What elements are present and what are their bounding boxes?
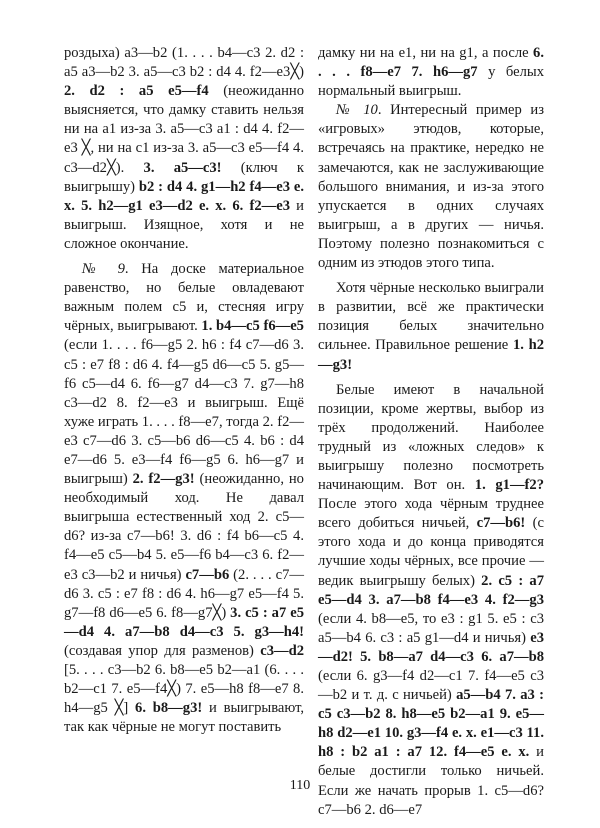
text-run: ) bbox=[221, 604, 231, 621]
left-column bbox=[64, 44, 304, 737]
text-run: (если 6. g3—f4 d2—c1 7. f4—e5 c3—b2 и т. д. с ничьей) bbox=[318, 668, 544, 704]
paragraph bbox=[318, 101, 544, 273]
paragraph bbox=[318, 279, 544, 374]
text-run: , ни на c1 из-за 3. a5—c3 e5—f4 4. c3—d2 bbox=[64, 140, 304, 176]
page-number: 110 bbox=[289, 778, 311, 793]
text-run: ╳ bbox=[167, 681, 177, 698]
right-column bbox=[318, 44, 544, 820]
text-run: (создавая упор для разменов) bbox=[64, 642, 261, 659]
move-notation: 3. c5 : a7 e5—d4 4. a7—b8 d4—c3 5. g3—h4! bbox=[64, 604, 304, 640]
text-run: ╳ bbox=[290, 64, 300, 81]
move-notation: 6. b8—g3! bbox=[135, 700, 203, 717]
text-run: (если 1. . . . f6—g5 2. h6 : f4 c7—d6 3. c5 : e7 f8 : d6 4. f4—g5 d6—c5 5. g5—f6 c5—d4 6. f6—g7 d4—c3 7. g7—h8 c3—d2 8. f2—e3 и выигрыш. Ещё хуже играть 1. . . . f8—e7, тогда 2. f2—e3 c7—d6 3. c5—b6 d6—c5 4. b6 : d4 e7—d6 5. e3—f4 f6—g5 6. h6—g7 и выигрыш) bbox=[64, 337, 304, 488]
paragraph bbox=[64, 44, 304, 254]
text-run: ╳ bbox=[81, 140, 91, 157]
text-run: (с этого хода и до конца приводятся лучшие ходы чёрных, все прочие — ведик выигрышу белых) bbox=[318, 515, 544, 589]
text-run: ). bbox=[115, 159, 144, 176]
text-run: ] bbox=[123, 700, 136, 717]
text-run: (2. . . . c7—d6 3. c5 : e7 f8 : d6 4. h6—g7 e5—f4 5. g7—f8 d6—e5 6. f8—g7 bbox=[64, 566, 304, 621]
move-notation: c3—d2 bbox=[260, 642, 304, 659]
text-run: (неожиданно выясняется, что дамку ставить нельзя ни на a1 из-за 3. a5—c3 a1 : d4 4. f2—e3 bbox=[64, 83, 304, 157]
text-run: Хотя чёрные несколько выиграли в развитии, всё же практически позиция белых значительно сильнее. Правильное решение bbox=[318, 280, 544, 354]
text-run: у белых нормальный выигрыш. bbox=[318, 64, 544, 100]
study-number: № 9 bbox=[82, 261, 125, 278]
paragraph bbox=[318, 44, 544, 101]
text-run: (неожиданно, но необходимый ход. Не давал выигрыша естественный ход 2. c5—d6? из-за c7—b6! 3. d6 : f4 b6—c5 4. f4—e5 c5—b4 5. e5—f6 b4—c3 6. f2—e3 c3—b2 и ничья) bbox=[64, 471, 304, 583]
text-run: ) bbox=[299, 64, 304, 81]
text-run: (ключ к выигрышу) bbox=[64, 159, 304, 195]
text-run: ) 7. e5—h8 f8—e7 8. h4—g5 bbox=[64, 681, 304, 717]
move-notation: 3. a5—c3! bbox=[143, 159, 222, 176]
move-notation: 1. h2—g3! bbox=[318, 337, 544, 373]
text-run: . На доске материальное равенство, но белые овладевают важным полем c5 и, стесняя игру чёрных, выигрывают. bbox=[64, 261, 304, 335]
text-run: ╳ bbox=[212, 604, 222, 621]
text-run: и выигрывают, так как чёрные не могут поставить bbox=[64, 700, 305, 736]
text-run: ╳ bbox=[106, 159, 116, 176]
paragraph bbox=[318, 381, 544, 820]
text-run: ╳ bbox=[114, 700, 124, 717]
text-run: Белые имеют в начальной позиции, кроме жертвы, выбор из трёх продолжений. Наиболее трудный из «ложных следов» к выигрышу полезно посмотреть начинающим. Вот он. bbox=[318, 381, 544, 494]
move-notation: 1. g1—f2? bbox=[474, 477, 544, 494]
move-notation: a5—b4 7. a3 : c5 c3—b2 8. h8—e5 b2—a1 9. e5—h8 d2—e1 10. g3—f4 e. x. e1—c3 11. h8 : b2 a1 : a7 12. f4—e5 e. x. bbox=[318, 687, 544, 761]
move-notation: 6. . . . f8—e7 7. h6—g7 bbox=[318, 45, 544, 81]
move-notation: e3—d2! 5. b8—a7 d4—c3 6. a7—b8 bbox=[318, 629, 544, 665]
move-notation: 2. c5 : a7 e5—d4 3. a7—b8 f4—e3 4. f2—g3 bbox=[318, 572, 544, 608]
text-run: . Интересный пример из «игровых» этюдов, которые, встречаясь на практике, нередко не замечаются, как не заслуживающие большого внимания, и из-за этого упускается в одних случаях выигрыш, а в других — ничья. Поэтому полезно познакомиться с одним из этюдов этого типа. bbox=[318, 102, 544, 272]
study-number: № 10 bbox=[336, 102, 378, 119]
move-notation: 1. b4—c5 f6—e5 bbox=[201, 318, 304, 335]
text-run: и выигрыш. Изящное, хотя и не сложное окончание. bbox=[64, 197, 304, 252]
text-run: После этого хода чёрным труднее всего добиться ничьей, bbox=[318, 496, 544, 532]
move-notation: 2. f2—g3! bbox=[132, 471, 195, 488]
move-notation: c7—b6 bbox=[185, 566, 230, 583]
paragraph bbox=[64, 260, 304, 737]
move-notation: b2 : d4 4. g1—h2 f4—e3 e. x. 5. h2—g1 e3—d2 e. x. 6. f2—e3 bbox=[64, 178, 305, 214]
text-run: дамку ни на e1, ни на g1, а после bbox=[318, 45, 534, 61]
text-run: роздыха) a3—b2 (1. . . . b4—c3 2. d2 : a5 a3—b2 3. a5—c3 b2 : d4 4. f2—e3 bbox=[64, 45, 304, 81]
text-run: и белые достигли только ничьей. Если же начать прорыв 1. c5—d6? c7—b6 2. d6—e7 bbox=[318, 744, 544, 818]
text-run: (если 4. b8—e5, то e3 : g1 5. e5 : c3 a5—b4 6. c3 : a5 g1—d4 и ничья) bbox=[318, 610, 544, 646]
text-run: [5. . . . c3—b2 6. b8—e5 b2—a1 (6. . . . b2—c1 7. e5—f4 bbox=[64, 662, 304, 698]
move-notation: 2. d2 : a5 e5—f4 bbox=[64, 83, 209, 100]
move-notation: c7—b6! bbox=[476, 515, 526, 532]
